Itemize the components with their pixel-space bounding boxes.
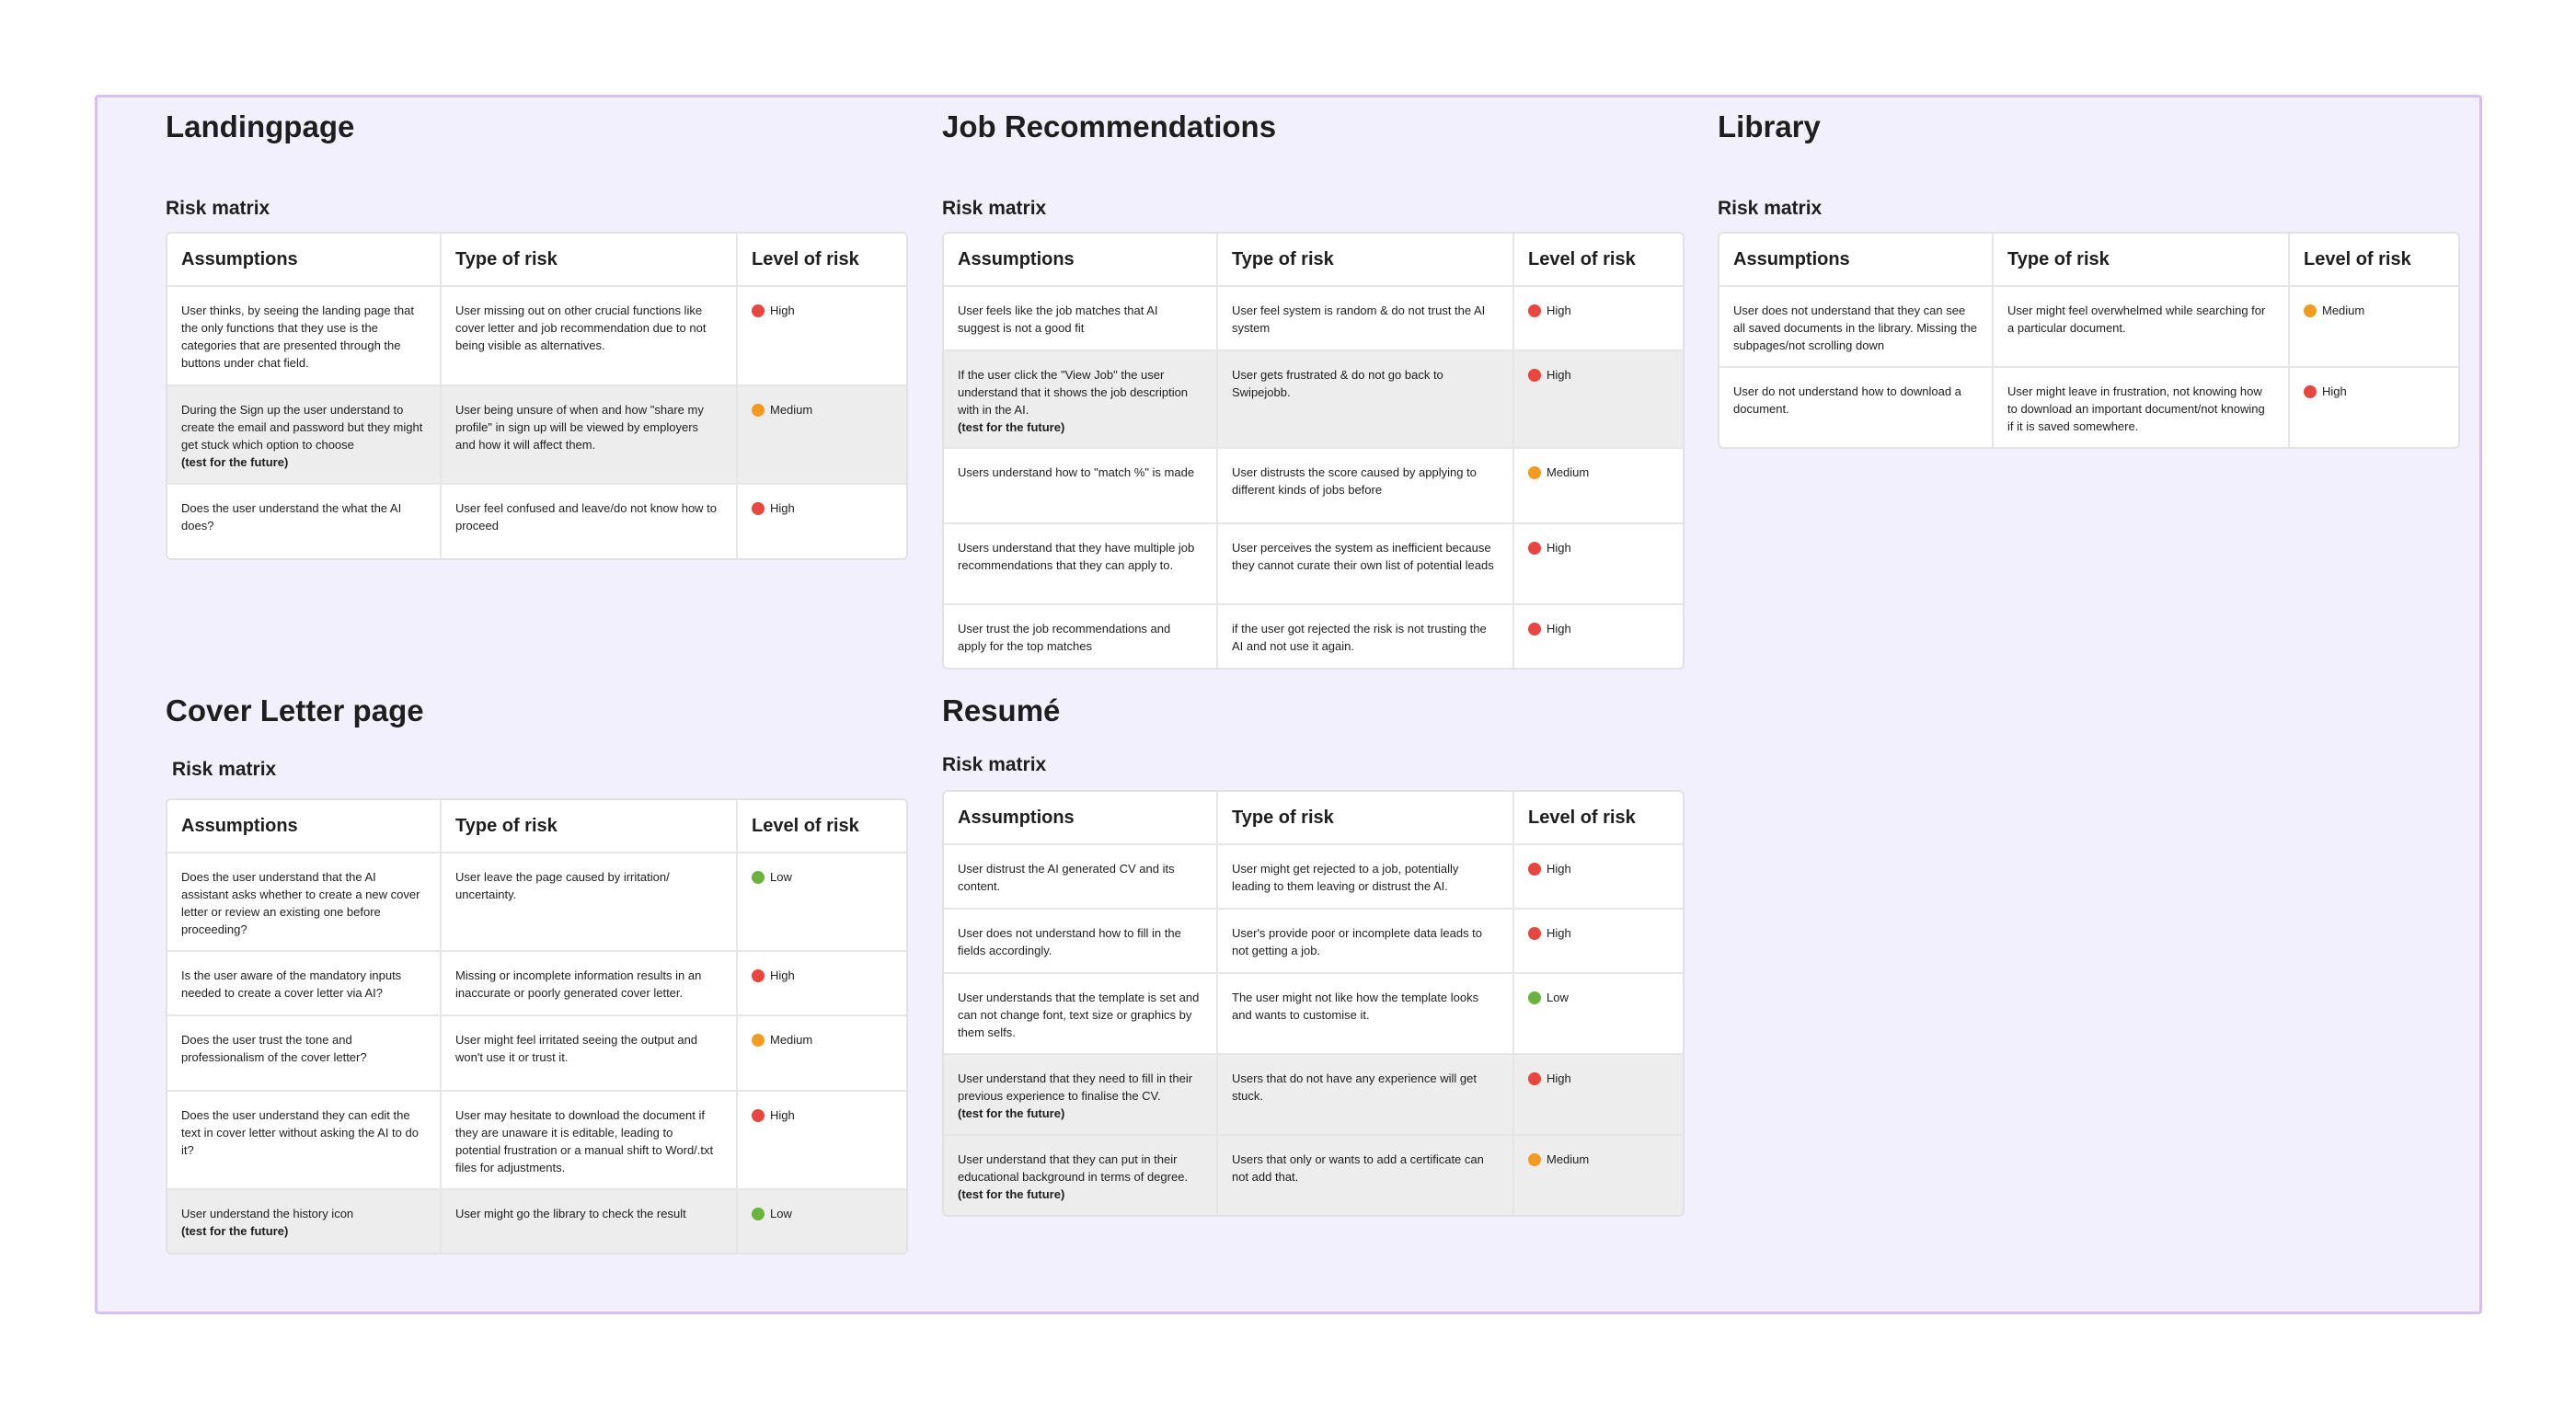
table-row: [944, 1053, 1683, 1134]
assumption-text: Users understand how to "match %" is made: [958, 465, 1195, 479]
risk-level-label: High: [1547, 862, 1571, 876]
header-type-of-risk: Type of risk: [1216, 234, 1512, 285]
risk-level: [752, 302, 891, 319]
risk-type-cell: Users that do not have any experience will get stuck.: [1216, 1055, 1512, 1134]
test-note: (test for the future): [181, 1224, 289, 1238]
risk-type-cell: User might feel irritated seeing the output and won't use it or trust it.: [440, 1016, 736, 1090]
risk-level-label: Low: [770, 1207, 792, 1220]
assumption-cell: [167, 287, 440, 384]
section-title: Landingpage: [166, 109, 355, 143]
risk-matrix-table: [166, 232, 908, 560]
section-title: Resumé: [942, 693, 1061, 727]
risk-level-cell: [2288, 368, 2458, 447]
risk-level-dot-icon: [752, 1109, 765, 1122]
risk-level-cell: [1512, 974, 1683, 1053]
risk-level-cell: [1512, 845, 1683, 908]
risk-level-dot-icon: [1528, 1072, 1541, 1085]
risk-level-dot-icon: [752, 1034, 765, 1047]
assumption-text: Is the user aware of the mandatory inputs needed to create a cover letter via AI?: [181, 968, 402, 1000]
risk-level-cell: [736, 1092, 906, 1188]
risk-level-label: High: [770, 1108, 795, 1122]
header-assumptions: Assumptions: [1733, 249, 1850, 269]
risk-level-label: High: [1547, 1071, 1571, 1085]
risk-level-cell: [736, 1190, 906, 1253]
assumption-text: Does the user understand they can edit the text in cover letter without asking the AI to do it?: [181, 1108, 419, 1157]
risk-level: [1528, 464, 1668, 481]
risk-matrix-label: Risk matrix: [172, 759, 277, 780]
test-note: (test for the future): [181, 455, 289, 469]
risk-type-cell: User perceives the system as inefficient because they cannot curate their own list of potential leads: [1216, 524, 1512, 603]
header-level-of-risk: Level of risk: [1512, 792, 1683, 843]
section-title: Job Recommendations: [942, 109, 1277, 143]
assumption-cell: [944, 524, 1216, 603]
assumption-text: During the Sign up the user understand to create the email and password but they might get stuck which option to choose: [181, 403, 423, 452]
risk-type-cell: if the user got rejected the risk is not trusting the AI and not use it again.: [1216, 605, 1512, 668]
risk-level-label: High: [770, 304, 795, 317]
risk-level-cell: [1512, 1055, 1683, 1134]
assumption-cell: [167, 952, 440, 1014]
assumption-cell: [944, 605, 1216, 668]
assumption-text: User distrust the AI generated CV and its content.: [958, 862, 1175, 893]
risk-level: [2304, 383, 2444, 400]
risk-level-dot-icon: [2304, 304, 2317, 317]
risk-level-label: Medium: [1547, 1152, 1590, 1166]
header-assumptions: Assumptions: [181, 816, 298, 836]
risk-level-dot-icon: [1528, 542, 1541, 555]
risk-level-dot-icon: [752, 304, 765, 317]
risk-level-cell: [1512, 910, 1683, 972]
table-row: [944, 1134, 1683, 1215]
risk-level: [1528, 620, 1668, 637]
risk-level: [752, 1106, 891, 1124]
header-level-of-risk: Level of risk: [736, 234, 906, 285]
risk-type-cell: User feel confused and leave/do not know how to proceed: [440, 485, 736, 558]
risk-type-cell: User gets frustrated & do not go back to Swipejobb.: [1216, 351, 1512, 447]
risk-type-cell: User might get rejected to a job, potentially leading to them leaving or distrust the AI.: [1216, 845, 1512, 908]
header-type-of-risk: Type of risk: [1992, 234, 2288, 285]
risk-type-cell: The user might not like how the template looks and wants to customise it.: [1216, 974, 1512, 1053]
assumption-cell: [167, 386, 440, 483]
assumption-cell: [944, 1136, 1216, 1215]
test-note: (test for the future): [958, 420, 1065, 434]
assumption-text: User understand that they need to fill in their previous experience to finalise the CV.: [958, 1071, 1193, 1103]
risk-level-dot-icon: [1528, 927, 1541, 940]
header-level-of-risk: Level of risk: [1512, 234, 1683, 285]
risk-matrix-table: [166, 798, 908, 1254]
risk-level-label: Medium: [770, 403, 813, 417]
table-row: [167, 384, 906, 483]
risk-level: [752, 967, 891, 984]
risk-level-cell: [736, 952, 906, 1014]
risk-level-label: High: [1547, 304, 1571, 317]
risk-type-cell: User feel system is random & do not trust the AI system: [1216, 287, 1512, 349]
risk-level-dot-icon: [2304, 385, 2317, 398]
risk-level: [1528, 860, 1668, 877]
assumption-text: Does the user understand that the AI assistant asks whether to create a new cover letter or review an existing one before proceeding?: [181, 870, 420, 936]
risk-level-cell: [736, 287, 906, 384]
risk-matrix-table: [942, 790, 1685, 1217]
section-title: Library: [1718, 109, 1821, 143]
risk-type-cell: Users that only or wants to add a certificate can not add that.: [1216, 1136, 1512, 1215]
table-row: [167, 1188, 906, 1253]
assumption-cell: [944, 974, 1216, 1053]
assumption-cell: [167, 485, 440, 558]
risk-level: [1528, 924, 1668, 942]
risk-type-cell: User distrusts the score caused by applying to different kinds of jobs before: [1216, 449, 1512, 522]
assumption-cell: [167, 1016, 440, 1090]
assumption-cell: [1719, 287, 1992, 366]
risk-level: [752, 1205, 891, 1222]
risk-matrix-table: [942, 232, 1685, 670]
risk-level: [1528, 1151, 1668, 1168]
assumption-cell: [944, 845, 1216, 908]
risk-level-label: Low: [770, 870, 792, 884]
risk-level: [752, 499, 891, 517]
risk-level-dot-icon: [752, 404, 765, 417]
risk-level-dot-icon: [1528, 304, 1541, 317]
test-note: (test for the future): [958, 1106, 1065, 1120]
risk-level-cell: [2288, 287, 2458, 366]
risk-type-cell: User might feel overwhelmed while searching for a particular document.: [1992, 287, 2288, 366]
risk-matrix-label: Risk matrix: [942, 198, 1047, 219]
risk-matrix-label: Risk matrix: [942, 754, 1047, 775]
assumption-cell: [167, 1092, 440, 1188]
risk-type-cell: User might go the library to check the result: [440, 1190, 736, 1253]
table-row: [167, 950, 906, 1014]
assumption-text: User trust the job recommendations and apply for the top matches: [958, 622, 1171, 653]
risk-level-dot-icon: [752, 502, 765, 515]
header-assumptions: Assumptions: [958, 249, 1075, 269]
risk-level-cell: [736, 853, 906, 950]
assumption-text: Users understand that they have multiple job recommendations that they can apply to.: [958, 541, 1195, 572]
risk-type-cell: User missing out on other crucial functions like cover letter and job recommendation due to not being visible as alternatives.: [440, 287, 736, 384]
risk-level: [1528, 302, 1668, 319]
risk-level-dot-icon: [1528, 369, 1541, 382]
risk-level-dot-icon: [1528, 991, 1541, 1004]
table-row: [167, 1090, 906, 1188]
table-row: [944, 908, 1683, 972]
assumption-cell: [167, 853, 440, 950]
assumption-text: User do not understand how to download a document.: [1733, 384, 1961, 416]
assumption-cell: [944, 287, 1216, 349]
risk-level-cell: [1512, 605, 1683, 668]
assumption-cell: [944, 449, 1216, 522]
risk-level-label: Medium: [770, 1033, 813, 1047]
risk-level-dot-icon: [1528, 623, 1541, 636]
table-row: [167, 852, 906, 950]
table-row: [944, 603, 1683, 668]
risk-level: [752, 1031, 891, 1048]
risk-level-dot-icon: [752, 871, 765, 884]
table-row: [944, 447, 1683, 522]
risk-level-label: High: [2322, 384, 2347, 398]
risk-level: [1528, 539, 1668, 556]
table-row: [1719, 366, 2458, 447]
table-row: [944, 843, 1683, 908]
risk-level: [1528, 1070, 1668, 1087]
board-frame: [95, 95, 2482, 1314]
risk-level-label: High: [1547, 926, 1571, 940]
assumption-text: If the user click the "View Job" the user understand that it shows the job description with in the AI.: [958, 368, 1189, 417]
header-level-of-risk: Level of risk: [736, 800, 906, 852]
risk-level: [752, 868, 891, 886]
table-row: [167, 1014, 906, 1090]
risk-level-label: High: [1547, 368, 1571, 382]
risk-level-dot-icon: [752, 969, 765, 982]
risk-type-cell: Missing or incomplete information results in an inaccurate or poorly generated cover letter.: [440, 952, 736, 1014]
assumption-cell: [1719, 368, 1992, 447]
section-title: Cover Letter page: [166, 693, 424, 727]
risk-type-cell: User's provide poor or incomplete data leads to not getting a job.: [1216, 910, 1512, 972]
assumption-text: User understands that the template is set and can not change font, text size or graphics by them selfs.: [958, 991, 1200, 1039]
table-row: [944, 285, 1683, 349]
table-header-row: [1719, 234, 2458, 285]
assumption-cell: [944, 910, 1216, 972]
risk-level-cell: [1512, 524, 1683, 603]
risk-level: [1528, 989, 1668, 1006]
risk-level-cell: [736, 485, 906, 558]
assumption-text: User does not understand how to fill in the fields accordingly.: [958, 926, 1181, 957]
header-assumptions: Assumptions: [181, 249, 298, 269]
risk-level-dot-icon: [752, 1208, 765, 1220]
risk-type-cell: User leave the page caused by irritation/ uncertainty.: [440, 853, 736, 950]
risk-level-label: High: [1547, 541, 1571, 555]
risk-type-cell: User might leave in frustration, not knowing how to download an important document/not knowing if it is saved somewhere.: [1992, 368, 2288, 447]
risk-matrix-table: [1718, 232, 2460, 449]
header-type-of-risk: Type of risk: [440, 800, 736, 852]
table-row: [944, 522, 1683, 603]
risk-level-label: Low: [1547, 991, 1569, 1004]
assumption-text: User feels like the job matches that AI suggest is not a good fit: [958, 304, 1158, 335]
table-row: [944, 972, 1683, 1053]
risk-level-cell: [1512, 287, 1683, 349]
table-header-row: [944, 792, 1683, 843]
test-note: (test for the future): [958, 1187, 1065, 1201]
risk-type-cell: User being unsure of when and how "share my profile" in sign up will be viewed by employers and how it will affect them.: [440, 386, 736, 483]
table-header-row: [944, 234, 1683, 285]
assumption-text: User understand that they can put in their educational background in terms of degree.: [958, 1152, 1189, 1184]
table-row: [167, 285, 906, 384]
risk-level-label: High: [1547, 622, 1571, 636]
risk-level-cell: [736, 386, 906, 483]
risk-level-cell: [1512, 1136, 1683, 1215]
assumption-cell: [944, 1055, 1216, 1134]
assumption-text: User thinks, by seeing the landing page that the only functions that they use is the categories that are presented through the buttons under chat field.: [181, 304, 414, 370]
risk-level-dot-icon: [1528, 466, 1541, 479]
risk-matrix-label: Risk matrix: [1718, 198, 1823, 219]
assumption-cell: [167, 1190, 440, 1253]
risk-level-cell: [1512, 351, 1683, 447]
assumption-text: Does the user understand the what the AI does?: [181, 501, 402, 533]
table-row: [167, 483, 906, 558]
risk-level-cell: [1512, 449, 1683, 522]
risk-level-label: Medium: [1547, 465, 1590, 479]
risk-level-label: High: [770, 501, 795, 515]
table-header-row: [167, 800, 906, 852]
table-row: [1719, 285, 2458, 366]
header-level-of-risk: Level of risk: [2288, 234, 2458, 285]
risk-level-dot-icon: [1528, 863, 1541, 876]
table-header-row: [167, 234, 906, 285]
risk-level: [1528, 366, 1668, 384]
assumption-text: User does not understand that they can see all saved documents in the library. Missing the subpages/not scrolling down: [1733, 304, 1977, 352]
assumption-text: User understand the history icon: [181, 1207, 354, 1220]
risk-level-dot-icon: [1528, 1153, 1541, 1166]
assumption-cell: [944, 351, 1216, 447]
risk-matrix-label: Risk matrix: [166, 198, 270, 219]
table-row: [944, 349, 1683, 447]
header-assumptions: Assumptions: [958, 808, 1075, 828]
header-type-of-risk: Type of risk: [1216, 792, 1512, 843]
risk-level-label: High: [770, 968, 795, 982]
risk-type-cell: User may hesitate to download the document if they are unaware it is editable, leading to potential frustration or a manual shift to Word/.txt files for adjustments.: [440, 1092, 736, 1188]
risk-level-cell: [736, 1016, 906, 1090]
risk-level: [752, 401, 891, 418]
assumption-text: Does the user trust the tone and professionalism of the cover letter?: [181, 1033, 367, 1064]
risk-level: [2304, 302, 2444, 319]
risk-level-label: Medium: [2322, 304, 2365, 317]
header-type-of-risk: Type of risk: [440, 234, 736, 285]
